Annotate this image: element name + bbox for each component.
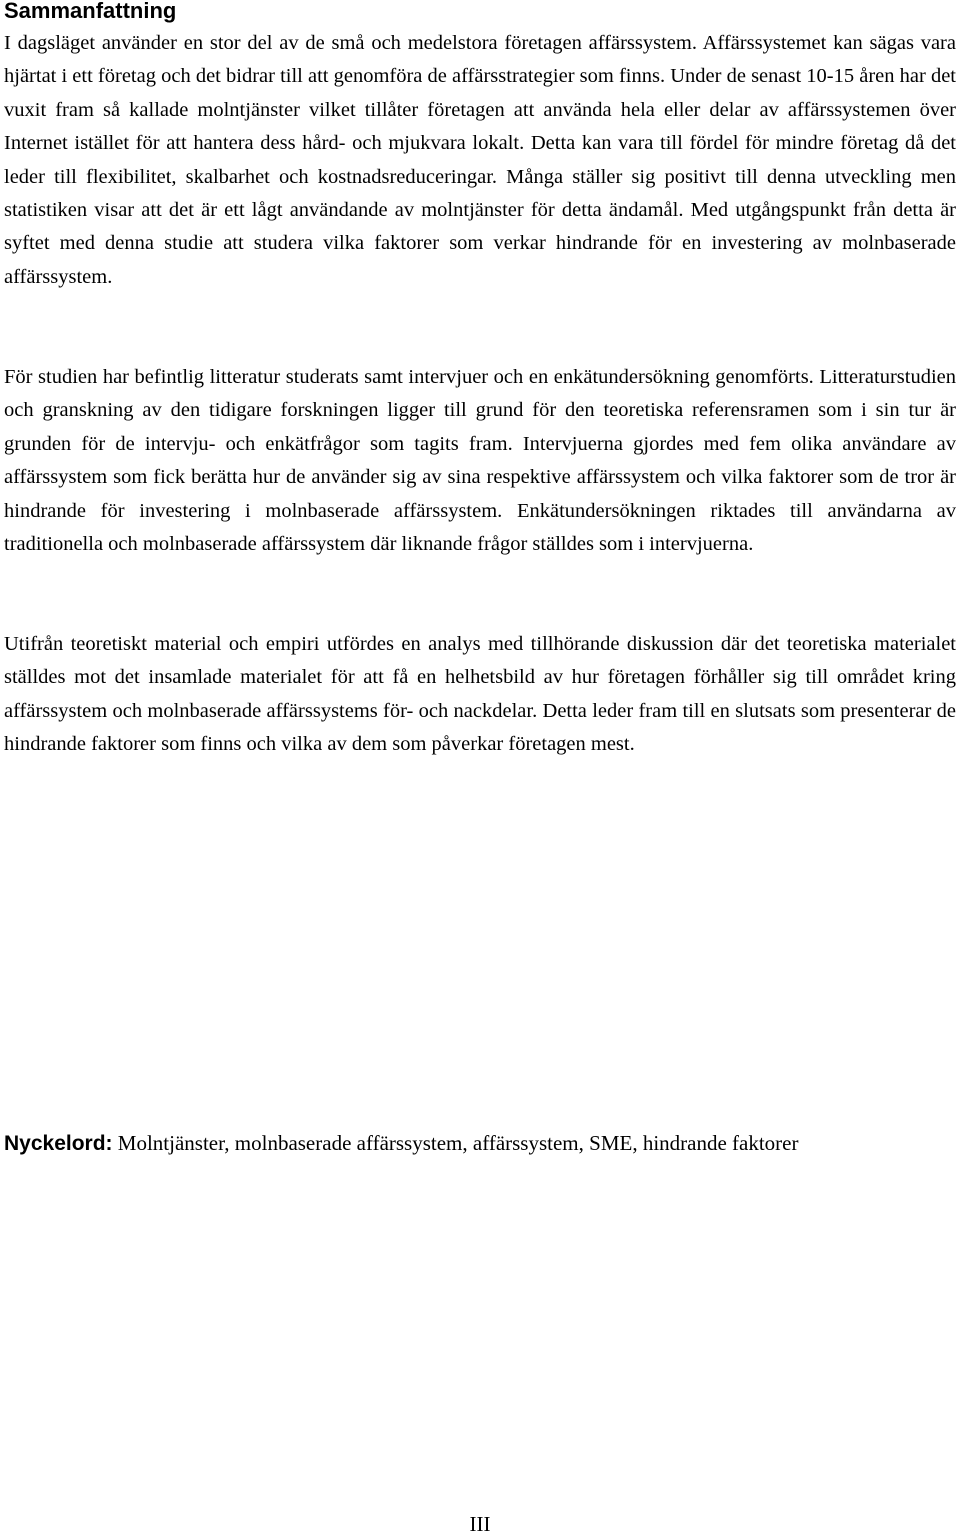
summary-paragraph-3: Utifrån teoretiskt material och empiri utfördes en analys med tillhörande diskussion där det teoretiska materialet ställdes mot det insamlade materialet för att få en helhetsbild av hur företagen förhåller sig till området kring affärssystem och molnbaserade affärssystems för- och nackdelar. Detta leder fram till en slutsats som presenterar de hindrande faktorer som finns och vilka av dem som påverkar företagen mest. [4, 633, 956, 756]
keywords-line [4, 1127, 904, 1160]
summary-paragraph-1: I dagsläget använder en stor del av de små och medelstora företagen affärssystem. Affärssystemet kan sägas vara hjärtat i ett företag och det bidrar till att genomföra de affärsstrategier som finns. Under de senast 10-15 åren har det vuxit fram så kallade molntjänster vilket tillåter företagen att använda hela eller delar av affärssystemen över Internet istället för att hantera dess hård- och mjukvara lokalt. Detta kan vara till fördel för mindre företag då det leder till flexibilitet, skalbarhet och kostnadsreduceringar. Många ställer sig positivt till denna utveckling men statistiken visar att det är ett lågt användande av molntjänster för detta ändamål. Med utgångspunkt från detta är syftet med denna studie att studera vilka faktorer som verkar hindrande för en investering av molnbaserade affärssystem. [4, 32, 956, 288]
keywords-text: Molntjänster, molnbaserade affärssystem, affärssystem, SME, hindrande faktorer [112, 1131, 799, 1155]
page-number: III [469, 1512, 491, 1536]
summary-paragraph-2: För studien har befintlig litteratur studerats samt intervjuer och en enkätundersökning genomförts. Litteraturstudien och granskning av den tidigare forskningen ligger till grund för den teoretiska referensramen som i sin tur är grunden för de intervju- och enkätfrågor som tagits fram. Intervjuerna gjordes med fem olika användare av affärssystem som fick berätta hur de använder sig av sina respektive affärssystem och vilka faktorer som de tror är hindrande för investering i molnbaserade affärssystem. Enkätundersökningen riktades till användarna av traditionella och molnbaserade affärssystem där liknande frågor ställdes som i intervjuerna. [4, 366, 956, 556]
section-heading: Sammanfattning [4, 0, 177, 23]
keywords-label: Nyckelord: [4, 1132, 113, 1155]
